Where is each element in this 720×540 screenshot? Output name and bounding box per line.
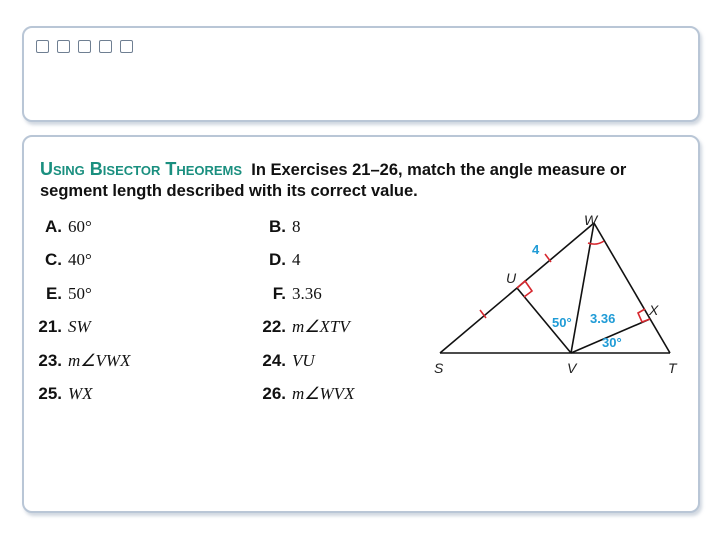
exercise-26	[258, 384, 354, 404]
exercise-text: VU	[292, 351, 315, 370]
point-label-w: W	[584, 212, 598, 228]
answer-c	[34, 250, 92, 270]
answer-key: E.	[45, 284, 62, 303]
answer-b	[258, 217, 301, 237]
exercise-number: 26.	[262, 384, 286, 403]
measure-vx: 3.36	[590, 311, 616, 326]
answer-f	[258, 284, 322, 304]
exercise-text: WX	[68, 384, 93, 403]
right-angle-u	[517, 281, 532, 297]
exercise-21	[34, 317, 91, 337]
triangle-figure	[424, 207, 694, 377]
checkbox[interactable]	[120, 40, 133, 53]
answer-value: 3.36	[292, 284, 322, 303]
answer-value: 60°	[68, 217, 92, 236]
point-label-t: T	[668, 360, 677, 376]
exercise-text: SW	[68, 317, 91, 336]
exercise-number: 24.	[262, 351, 286, 370]
point-label-v: V	[567, 360, 577, 376]
measure-wu: 4	[532, 242, 540, 257]
point-label-x: X	[649, 302, 659, 318]
checkbox[interactable]	[99, 40, 112, 53]
point-label-u: U	[506, 270, 517, 286]
answer-key: C.	[45, 250, 62, 269]
answer-d	[258, 250, 301, 270]
exercise-text: m∠VWX	[68, 351, 131, 370]
section-title: Using Bisector Theorems	[40, 159, 243, 179]
answer-e	[34, 284, 92, 304]
point-label-s: S	[434, 360, 444, 376]
measure-angle-t: 30°	[602, 335, 622, 350]
answer-key: F.	[272, 284, 286, 303]
answer-value: 40°	[68, 250, 92, 269]
exercise-number: 25.	[38, 384, 62, 403]
exercise-25	[34, 384, 93, 404]
exercise-22	[258, 317, 350, 337]
checkbox[interactable]	[78, 40, 91, 53]
exercise-23	[34, 351, 130, 371]
answer-value: 50°	[68, 284, 92, 303]
exercise-number: 23.	[38, 351, 62, 370]
top-panel	[22, 26, 700, 122]
exercise-panel	[22, 135, 700, 513]
checkbox[interactable]	[57, 40, 70, 53]
exercise-24	[258, 351, 315, 371]
measure-angle-v: 50°	[552, 315, 572, 330]
exercise-number: 21.	[38, 317, 62, 336]
answer-key: B.	[269, 217, 286, 236]
exercise-text: m∠WVX	[292, 384, 355, 403]
answer-value: 8	[292, 217, 301, 236]
checkbox[interactable]	[36, 40, 49, 53]
exercise-text: m∠XTV	[292, 317, 350, 336]
answer-key: A.	[45, 217, 62, 236]
answer-a	[34, 217, 92, 237]
answer-value: 4	[292, 250, 301, 269]
checkbox-row	[36, 40, 133, 53]
instruction-text: In Exercises 21–26, match the angle measure or segment length described with its correct value.	[40, 161, 627, 200]
segment-wt	[594, 223, 670, 353]
exercise-header	[40, 159, 690, 202]
segment-wv	[571, 223, 594, 353]
exercise-number: 22.	[262, 317, 286, 336]
answer-key: D.	[269, 250, 286, 269]
